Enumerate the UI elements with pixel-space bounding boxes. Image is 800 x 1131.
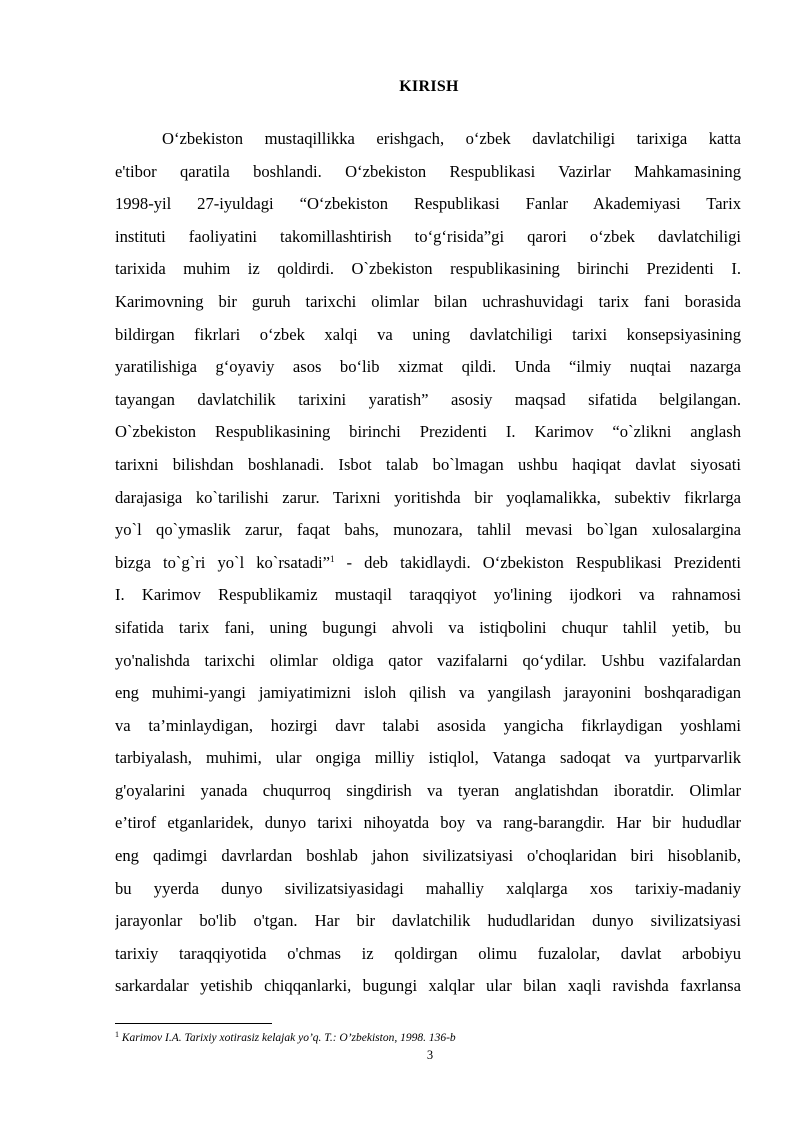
- text-segment: - deb takidlaydi. O‘zbekiston Respublikasi Prezidenti: [334, 552, 741, 572]
- text-line: jarayonlar bo'lib o'tgan. Har bir davlatchilik hududlaridan dunyo sivilizatsiyasi: [115, 911, 741, 931]
- footnote-marker: 1: [115, 1030, 119, 1039]
- footnote-reference[interactable]: 1: [329, 553, 335, 564]
- text-line: tarixiy taraqqiyotida o'chmas iz qoldirgan olimu fuzalolar, davlat arbobiyu: [115, 943, 741, 963]
- text-line: tarbiyalash, muhimi, ular ongiga milliy istiqlol, Vatanga sadoqat va yurtparvarlik: [115, 748, 741, 768]
- text-segment: bizga to`g`ri yo`l ko`rsatadi”: [115, 552, 330, 572]
- text-line: tarixida muhim iz qoldirdi. O`zbekiston respublikasining birinchi Prezidenti I.: [115, 259, 741, 279]
- text-line: yo'nalishda tarixchi olimlar oldiga qator vazifalarni qo‘ydilar. Ushbu vazifalardan: [115, 650, 741, 670]
- text-line: instituti faoliyatini takomillashtirish to‘g‘risida”gi qarori o‘zbek davlatchiligi: [115, 226, 741, 246]
- text-line: sarkardalar yetishib chiqqanlarki, bugungi xalqlar ular bilan xaqli ravishda faxrlansa: [115, 976, 741, 996]
- text-line: g'oyalarini yanada chuqurroq singdirish va tyeran anglatishdan iboratdir. Olimlar: [115, 780, 741, 800]
- text-line: 1998-yil 27-iyuldagi “O‘zbekiston Respublikasi Fanlar Akademiyasi Tarix: [115, 194, 741, 214]
- text-line: O`zbekiston Respublikasining birinchi Prezidenti I. Karimov “o`zlikni anglash: [115, 422, 741, 442]
- text-line-with-footnote: [115, 547, 741, 580]
- text-line: eng muhimi-yangi jamiyatimizni isloh qilish va yangilash jarayonini boshqaradigan: [115, 683, 741, 703]
- text-line: darajasiga ko`tarilishi zarur. Tarixni yoritishda bir yoqlamalikka, subektiv fikrlarga: [115, 487, 741, 507]
- text-line: sifatida tarix fani, uning bugungi ahvoli va istiqbolini chuqur tahlil yetib, bu: [115, 617, 741, 637]
- text-line: yaratilishiga g‘oyaviy asos bo‘lib xizmat qildi. Unda “ilmiy nuqtai nazarga: [115, 357, 741, 377]
- text-line: eng qadimgi davrlardan boshlab jahon sivilizatsiyasi o'choqlaridan biri hisoblanib,: [115, 846, 741, 866]
- footnote: [115, 1031, 741, 1045]
- text-line: bildirgan fikrlari o‘zbek xalqi va uning davlatchiligi tarixi konsepsiyasining: [115, 324, 741, 344]
- footnote-divider: [115, 1023, 272, 1024]
- text-line: e'tibor qaratila boshlandi. O‘zbekiston Respublikasi Vazirlar Mahkamasining: [115, 161, 741, 181]
- text-line: yo`l qo`ymaslik zarur, faqat bahs, munozara, tahlil mevasi bo`lgan xulosalargina: [115, 520, 741, 540]
- text-line: tayangan davlatchilik tarixini yaratish” asosiy maqsad sifatida belgilangan.: [115, 389, 741, 409]
- text-line: Karimovning bir guruh tarixchi olimlar bilan uchrashuvidagi tarix fani borasida: [115, 291, 741, 311]
- text-line: bu yyerda dunyo sivilizatsiyasidagi mahalliy xalqlarga xos tarixiy-madaniy: [115, 878, 741, 898]
- page-title: KIRISH: [399, 78, 459, 95]
- text-line: O‘zbekiston mustaqillikka erishgach, o‘zbek davlatchiligi tarixiga katta: [162, 129, 741, 148]
- text-line: tarixni bilishdan boshlanadi. Isbot talab bo`lmagan ushbu haqiqat davlat siyosati: [115, 454, 741, 474]
- page-number: 3: [426, 1048, 434, 1062]
- text-line: I. Karimov Respublikamiz mustaqil taraqqiyot yo'lining ijodkori va rahnamosi: [115, 585, 741, 605]
- body-paragraph: [115, 123, 741, 1003]
- footnote-text: Karimov I.A. Tarixiy xotirasiz kelajak yo’q. T.: O’zbekiston, 1998. 136-b: [119, 1032, 456, 1044]
- text-line: va ta’minlaydigan, hozirgi davr talabi asosida yangicha fikrlaydigan yoshlami: [115, 715, 741, 735]
- text-line: e’tirof etganlaridek, dunyo tarixi nihoyatda boy va rang-barangdir. Har bir hududlar: [115, 813, 741, 833]
